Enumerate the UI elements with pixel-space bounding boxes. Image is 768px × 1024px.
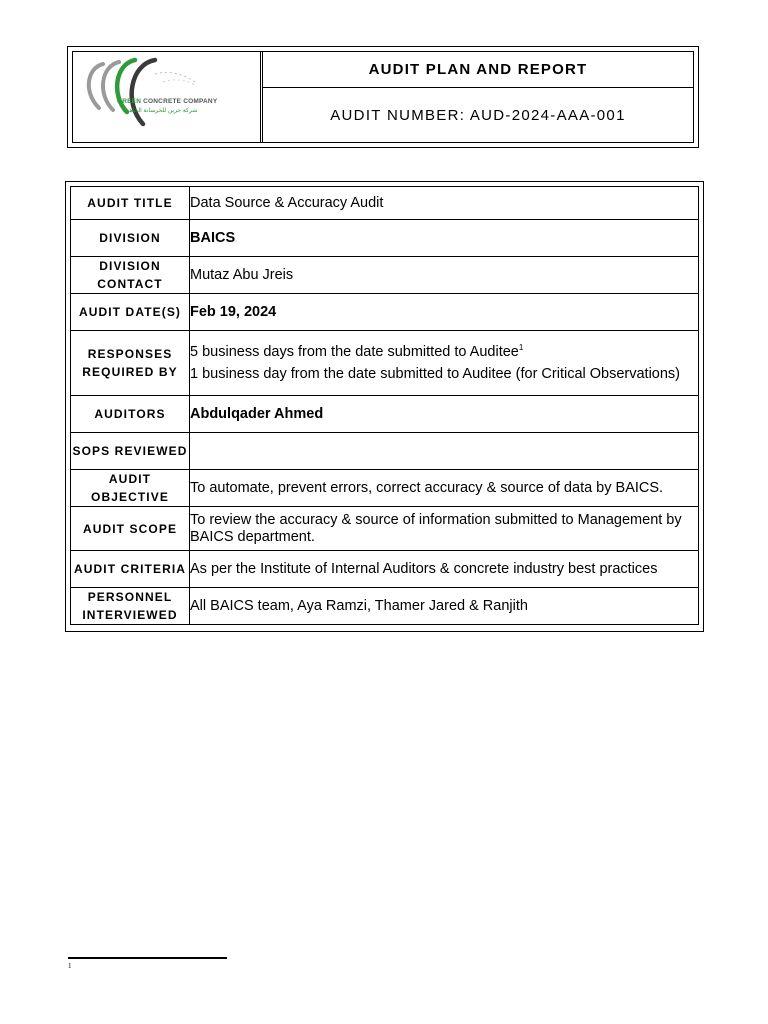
value-audit-criteria: As per the Institute of Internal Auditors & concrete industry best practices — [190, 551, 699, 588]
logo-text-english: GREEN CONCRETE COMPANY — [117, 98, 218, 105]
value-audit-objective: To automate, prevent errors, correct accuracy & source of data by BAICS. — [190, 470, 699, 507]
report-header — [67, 46, 699, 148]
response-line-2: 1 business day from the date submitted to Auditee (for Critical Observations) — [190, 365, 681, 382]
label-audit-dates: AUDIT DATE(S) — [71, 294, 190, 331]
header-title-column — [263, 52, 693, 142]
label-responses-required: RESPONSES REQUIRED BY — [71, 331, 190, 396]
report-header-inner — [72, 51, 694, 143]
audit-info-table — [70, 186, 699, 625]
value-division-contact: Mutaz Abu Jreis — [190, 257, 699, 294]
row-personnel-interviewed — [71, 588, 699, 625]
company-logo — [73, 52, 263, 142]
row-division-contact — [71, 257, 699, 294]
response-line-1: 5 business days from the date submitted to Auditee$^1$ — [190, 342, 524, 360]
row-audit-dates — [71, 294, 699, 331]
footnote-mark: 1 — [68, 962, 72, 970]
label-personnel-interviewed: PERSONNEL INTERVIEWED — [71, 588, 190, 625]
row-responses-required — [71, 331, 699, 396]
audit-info-box — [65, 181, 704, 632]
value-division: BAICS — [190, 220, 699, 257]
row-auditors — [71, 396, 699, 433]
value-audit-scope: To review the accuracy & source of information submitted to Management by BAICS department. — [190, 507, 699, 551]
row-sops-reviewed — [71, 433, 699, 470]
label-audit-title: AUDIT TITLE — [71, 187, 190, 220]
footnote-reference: 1 — [518, 342, 524, 352]
label-audit-objective: AUDIT OBJECTIVE — [71, 470, 190, 507]
value-audit-title: Data Source & Accuracy Audit — [190, 187, 699, 220]
value-audit-dates: Feb 19, 2024 — [190, 294, 699, 331]
value-sops-reviewed — [190, 433, 699, 470]
logo-text-arabic: شركة جرين للخرسانة الجاهزة — [123, 108, 198, 114]
label-auditors: AUDITORS — [71, 396, 190, 433]
report-title: AUDIT PLAN AND REPORT — [263, 52, 693, 88]
label-division-contact: DIVISION CONTACT — [71, 257, 190, 294]
label-audit-scope: AUDIT SCOPE — [71, 507, 190, 551]
label-division: DIVISION — [71, 220, 190, 257]
row-audit-scope — [71, 507, 699, 551]
value-responses-required — [190, 331, 699, 396]
label-sops-reviewed: SOPS REVIEWED — [71, 433, 190, 470]
value-auditors: Abdulqader Ahmed — [190, 396, 699, 433]
audit-number: AUDIT NUMBER: AUD-2024-AAA-001 — [330, 106, 626, 124]
row-audit-title — [71, 187, 699, 220]
footnote-separator — [68, 957, 227, 959]
value-personnel-interviewed: All BAICS team, Aya Ramzi, Thamer Jared & Ranjith — [190, 588, 699, 625]
row-audit-objective — [71, 470, 699, 507]
label-audit-criteria: AUDIT CRITERIA — [71, 551, 190, 588]
row-audit-criteria — [71, 551, 699, 588]
row-division — [71, 220, 699, 257]
